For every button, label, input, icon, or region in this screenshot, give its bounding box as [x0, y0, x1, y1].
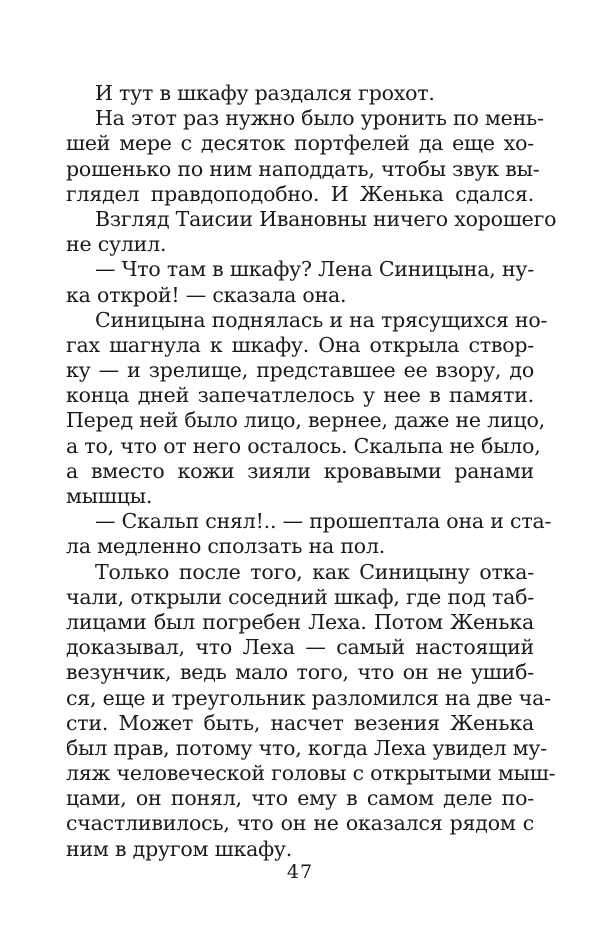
text-line: конца дней запечатлелось у нее в памяти.	[66, 383, 534, 408]
text-line: шей мере с десяток портфелей да еще хо-	[66, 131, 534, 156]
text-line: ся, еще и треугольник разломился на две ча-	[66, 685, 551, 710]
text-line: гах шагнула к шкафу. Она открыла створ-	[66, 332, 534, 357]
text-line: рошенько по ним наподдать, чтобы звук вы-	[66, 156, 540, 181]
paragraph	[66, 509, 552, 559]
text-line: мышцы.	[66, 484, 153, 508]
text-line: ляж человеческой головы с открытыми мыш-	[66, 761, 556, 786]
text-line: а то, что от него осталось. Скальпа не было,	[66, 433, 541, 458]
text-line: а вместо кожи зияли кровавыми ранами	[66, 458, 534, 483]
text-line: лицами был погребен Леха. Потом Женька	[66, 609, 534, 634]
text-line: не сулил.	[66, 232, 167, 257]
text-line: ним в другом шкафу.	[66, 836, 293, 861]
text-line: доказывал, что Леха — самый настоящий	[66, 635, 534, 660]
paragraph	[66, 559, 556, 862]
paragraph	[66, 206, 557, 257]
text-line: Перед ней было лицо, вернее, даже не лицо,	[66, 408, 545, 433]
text-line: ла медленно сползать на пол.	[66, 534, 386, 559]
text-line: Только после того, как Синицыну отка-	[95, 559, 534, 584]
paragraph	[66, 81, 534, 106]
paragraph	[66, 307, 548, 510]
text-line: счастливилось, что он не оказался рядом с	[66, 811, 534, 836]
text-line: чали, открыли соседний шкаф, где под таб-	[66, 584, 534, 609]
text-line: ку — и зрелище, представшее ее взору, до	[66, 358, 534, 383]
paragraph	[66, 257, 534, 307]
text-line: глядел правдоподобно. И Женька сдался.	[66, 181, 534, 206]
text-line: — Скальп снял!.. — прошептала она и ста-	[95, 509, 552, 534]
text-line: был прав, потому что, когда Леха увидел му-	[66, 735, 547, 760]
text-line: — Что там в шкафу? Лена Синицына, ну-	[95, 257, 534, 282]
text-line: Взгляд Таисии Ивановны ничего хорошего	[95, 206, 557, 231]
text-line: И тут в шкафу раздался грохот.	[95, 81, 435, 105]
text-line: цами, он понял, что ему в самом деле по-	[66, 786, 534, 811]
text-line: На этот раз нужно было уронить по мень-	[95, 106, 544, 131]
text-line: везунчик, ведь мало того, что он не ушиб-	[66, 660, 534, 685]
text-line: ка открой! — сказала она.	[66, 282, 347, 307]
paragraph	[66, 106, 544, 207]
page-number: 47	[286, 861, 314, 883]
text-line: Синицына поднялась и на трясущихся но-	[95, 307, 548, 332]
book-page-text	[66, 81, 557, 862]
text-line: сти. Может быть, насчет везения Женька	[66, 710, 534, 735]
